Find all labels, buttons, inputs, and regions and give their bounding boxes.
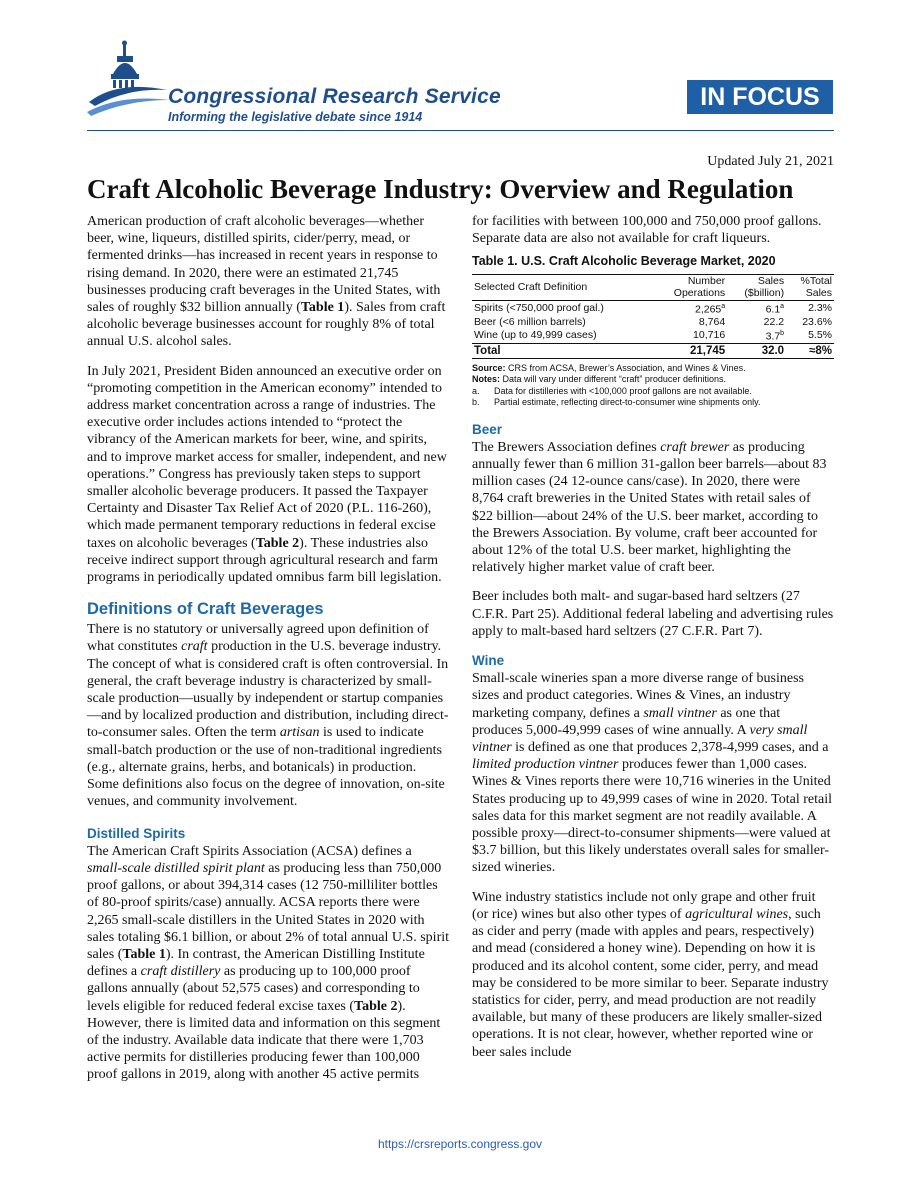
cell-pct: 23.6%	[802, 315, 832, 328]
table-total-row	[472, 344, 834, 359]
beer-paragraph-1: The Brewers Association defines craft brewer as producing annually fewer than 6 million 31-gallon beer barrels—about 83 million cases (24 12-ounce cans/case). In 2020, there were 8,764 craft breweries in the United States with retail sales of $22 billion—about 24% of the U.S. beer market, according to the Brewers Association. By volume, craft beer accounted for about 12% of the total U.S. beer market, highlighting the relatively higher market value of craft beer.	[472, 439, 827, 576]
spirits-paragraph-continued: for facilities with between 100,000 and 750,000 proof gallons. Separate data are also not available for craft liqueurs.	[472, 214, 822, 247]
table-row	[472, 328, 834, 344]
table1-note: Notes: Data will vary under different “craft” producer definitions.	[472, 374, 726, 385]
cell-total-pct: ≈8%	[786, 344, 834, 359]
wine-paragraph-2: Wine industry statistics include not only grape and other fruit (or rice) wines but also other types of agricultural wines, such as cider and perry (made with apples and pears, respectively) and mead (considered a honey wine). Depending on how it is produced and its alcohol content, some cider, perry, and mead may be considered to be more similar to beer. Separate industry statistics for cider, perry, and mead production are not readily available, but many of these producers are likely smaller-sized operations. It is not clear, however, whether reported wine or beer sales include	[472, 889, 829, 1060]
table1-source: Source: CRS from ACSA, Brewer’s Association, and Wines & Vines.	[472, 362, 746, 373]
cell-number: 10,716	[653, 328, 728, 344]
spirits-heading: Distilled Spirits	[87, 825, 186, 841]
col-header-sales: Sales ($billion)	[744, 274, 785, 300]
footer-url[interactable]: https://crsreports.congress.gov	[377, 1137, 543, 1151]
org-tagline: Informing the legislative debate since 1914	[168, 110, 423, 124]
cell-pct: 2.3%	[808, 301, 832, 314]
table-row	[472, 300, 834, 316]
table1-title: Table 1. U.S. Craft Alcoholic Beverage Market, 2020	[472, 254, 776, 269]
intro-paragraph-1: American production of craft alcoholic beverages—whether beer, wine, liqueurs, distilled spirits, cider/perry, mead, or fermented drinks—has increased in recent years in response to rising demand. In 2020, there were an estimated 21,745 businesses producing craft beverages in the United States, with sales of roughly $32 billion annually (Table 1). Sales from craft alcoholic beverage businesses account for roughly 8% of total annual U.S. alcohol sales.	[87, 214, 446, 350]
org-name: Congressional Research Service	[168, 85, 501, 108]
col-header-number: Number Operations	[673, 274, 726, 300]
col-header-definition: Selected Craft Definition	[474, 280, 588, 293]
cell-total-label: Total	[472, 344, 653, 359]
wine-paragraph-1: Small-scale wineries span a more diverse range of business sizes and product categories. Wines & Vines, an industry marketing company, defines a small vintner as one that produces 5,000-49,999 cases of wine annually. A very small vintner is defined as one that produces 2,378-4,999 cases, and a limited production vintner produces fewer than 1,000 cases. Wines & Vines reports there were 10,716 wineries in the United States producing up to 49,999 cases of wine in 2020. Total retail sales data for this market segment are not readily available. A possible proxy—direct-to-consumer shipments—were valued at $3.7 billion, but this likely understates overall sales for smaller-sized wineries.	[472, 671, 832, 876]
cell-total-number: 21,745	[653, 344, 728, 359]
cell-number: 2,265$^a$	[694, 302, 726, 316]
table-header-row	[472, 274, 834, 300]
cell-pct: 5.5%	[786, 328, 834, 344]
definitions-paragraph: There is no statutory or universally agreed upon definition of what constitutes craft production in the U.S. beverage industry. The concept of what is considered craft is often controversial. In general, the craft beverage industry is characterized by small-scale production—usually by independent or startup companies—and by localized production and distribution, including direct-to-consumer sales. Often the term artisan is used to indicate small-batch production or the use of non-traditional ingredients (e.g., alternate grains, herbs, and botanicals) in production. Some definitions also focus on the degree of innovation, on-site venues, and community involvement.	[87, 622, 449, 810]
page-title: Craft Alcoholic Beverage Industry: Overview and Regulation	[87, 174, 794, 204]
cell-definition: Beer (<6 million barrels)	[474, 315, 586, 328]
cell-sales: 6.1$^a$	[765, 302, 785, 316]
header-divider	[87, 130, 834, 131]
right-column	[472, 213, 834, 1073]
cell-number: 8,764	[698, 315, 726, 328]
cell-total-sales: 32.0	[727, 344, 786, 359]
left-column	[87, 213, 449, 1096]
beer-heading: Beer	[472, 421, 503, 437]
beer-paragraph-2: Beer includes both malt- and sugar-based hard seltzers (27 C.F.R. Part 25). Additional federal labeling and advertising rules apply to malt-based hard seltzers (27 C.F.R. Part 7).	[472, 589, 834, 639]
cell-sales: 3.7$^b$	[727, 328, 786, 344]
table1-notes	[472, 363, 834, 409]
spirits-paragraph: The American Craft Spirits Association (ACSA) defines a small-scale distilled spirit plant as producing less than 750,000 proof gallons, or about 394,314 cases (12 750-milliliter bottles of 80-proof spirits/case) annually. ACSA reports there were 2,265 small-scale distillers in the United States in 2020 with sales totaling $6.1 billion, or about 2% of total annual U.S. spirit sales (Table 1). In contrast, the American Distilling Institute defines a craft distillery as producing up to 100,000 proof gallons annually (about 52,575 cases) and corresponding to levels eligible for reduced federal excise taxes (Table 2). However, there is limited data and information on this segment of the industry. Available data indicate that there were 1,703 active permits for distilleries producing fewer than 100,000 proof gallons in 2019, along with another 45 active permits	[87, 843, 450, 1083]
crs-capitol-logo	[87, 40, 169, 120]
intro-paragraph-2: In July 2021, President Biden announced an executive order on “promoting competition in the American economy” intended to address market concentration across a range of industries. The executive order includes actions intended to “protect the vibrancy of the American markets for beer, wine, and spirits, and to improve market access for smaller, independent, and new operations.” Congress has previously taken steps to support smaller alcoholic beverage producers. It passed the Taxpayer Certainty and Disaster Tax Relief Act of 2020 (P.L. 116-260), which made permanent temporary reductions in federal excise taxes on alcoholic beverages (Table 2). These industries also receive indirect support through agricultural research and farm programs in periodically updated omnibus farm bill legislation.	[87, 363, 447, 586]
definitions-heading: Definitions of Craft Beverages	[87, 600, 324, 619]
col-header-pct: %Total Sales	[800, 274, 832, 300]
updated-date: Updated July 21, 2021	[707, 154, 834, 169]
table1-footnote-a: a. Data for distilleries with <100,000 proof gallons are not available.	[472, 385, 752, 396]
cell-sales: 22.2	[763, 315, 785, 328]
cell-definition: Wine (up to 49,999 cases)	[472, 328, 653, 344]
table-row	[472, 316, 834, 329]
table1-footnote-b: b. Partial estimate, reflecting direct-to-consumer wine shipments only.	[472, 397, 761, 408]
wine-heading: Wine	[472, 653, 505, 669]
craft-market-table	[472, 274, 834, 359]
cell-definition: Spirits (<750,000 proof gal.)	[474, 301, 604, 314]
in-focus-badge: IN FOCUS	[687, 80, 833, 114]
